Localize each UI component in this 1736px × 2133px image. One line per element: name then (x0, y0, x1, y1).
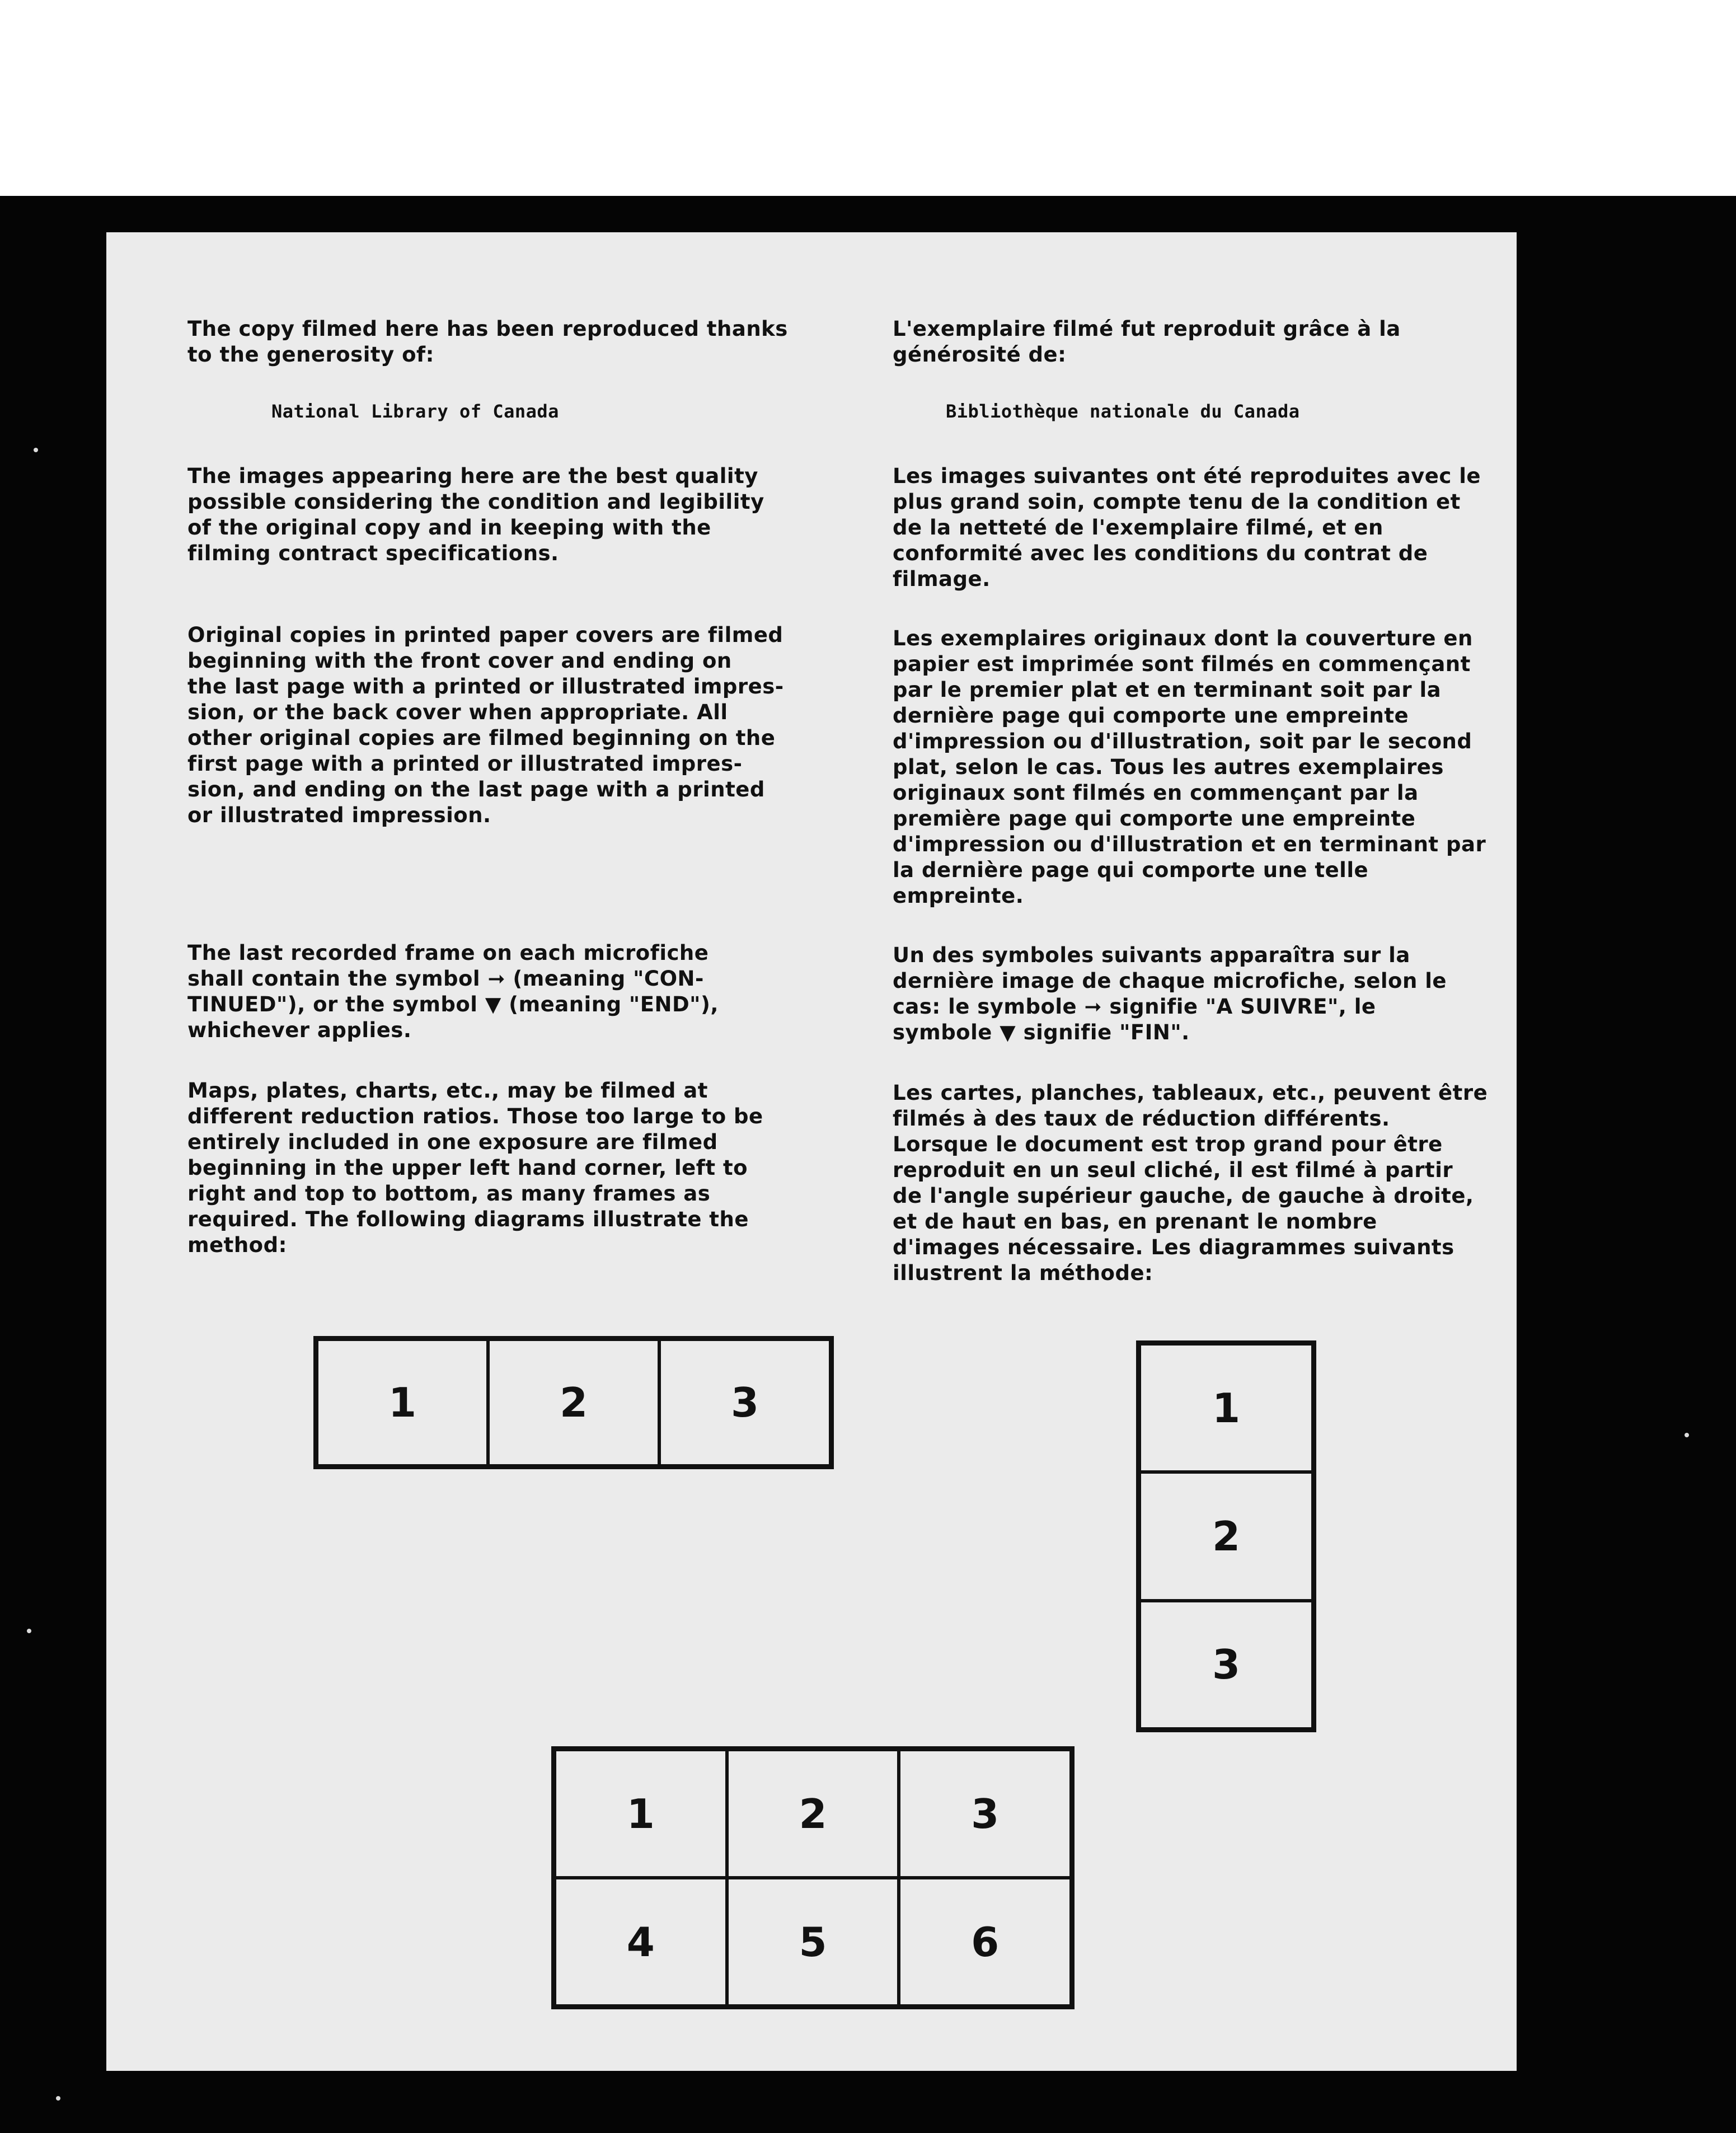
diagram-vertical-cell-2: 2 (1139, 1472, 1313, 1600)
diagram-grid-cell-5: 5 (727, 1878, 899, 2006)
english-quality-paragraph: The images appearing here are the best quality possible considering the condition and legibility of the original copy and in keeping with the filming contract specifications. (187, 464, 764, 565)
french-covers-paragraph: Les exemplaires originaux dont la couverture en papier est imprimée sont filmés en commençant par le premier plat et en terminant soit par la dernière page qui comporte une empreinte d'impression ou d'illustration, soit par le second plat, selon le cas. Tous les autres exemplaires originaux sont filmés en commençant par la première page qui comporte une empreinte d'impression ou d'illustration et en terminant par la dernière page qui comporte une telle empreinte. (893, 626, 1486, 908)
diagram-grid-cell-6: 6 (899, 1878, 1071, 2006)
target-sheet (106, 232, 1517, 2071)
french-maps-paragraph: Les cartes, planches, tableaux, etc., peuvent être filmés à des taux de réduction différents. Lorsque le document est trop grand pour être reproduit en un seul cliché, il est filmé à partir de l'angle supérieur gauche, de gauche à droite, et de haut en bas, en prenant le nombre d'images nécessaire. Les diagrammes suivants illustrent la méthode: (893, 1081, 1488, 1285)
diagram-grid-cell-1: 1 (555, 1750, 727, 1878)
film-speck (34, 448, 38, 452)
french-quality-paragraph: Les images suivantes ont été reproduites avec le plus grand soin, compte tenu de la condition et de la netteté de l'exemplaire filmé, et en conformité avec les conditions du contrat de filmage. (893, 464, 1481, 591)
diagram-horizontal (313, 1336, 834, 1469)
diagram-vertical-cell-1: 1 (1139, 1344, 1313, 1472)
diagram-grid (551, 1746, 1075, 2009)
english-maps-paragraph: Maps, plates, charts, etc., may be filmed at different reduction ratios. Those too large to be entirely included in one exposure are filmed beginning in the upper left hand corner, left to right and top to bottom, as many frames as required. The following diagrams illustrate the method: (187, 1079, 763, 1257)
french-intro: L'exemplaire filmé fut reproduit grâce à la générosité de: (893, 317, 1401, 367)
diagram-horizontal-cell-3: 3 (659, 1339, 831, 1466)
diagram-vertical (1136, 1340, 1316, 1732)
diagram-grid-cell-3: 3 (899, 1750, 1071, 1878)
diagram-horizontal-cell-2: 2 (488, 1339, 659, 1466)
film-speck (1685, 1433, 1689, 1437)
french-library-name: Bibliothèque nationale du Canada (946, 401, 1300, 422)
film-speck (56, 2096, 60, 2101)
english-column (187, 316, 803, 1258)
english-symbol-paragraph: The last recorded frame on each microfiche shall contain the symbol ➞ (meaning "CON- TINUED"), or the symbol ▼ (meaning "END"), whichever applies. (187, 941, 719, 1042)
diagram-horizontal-cell-1: 1 (317, 1339, 488, 1466)
film-speck (27, 1629, 31, 1633)
diagram-grid-cell-2: 2 (727, 1750, 899, 1878)
english-library-name: National Library of Canada (271, 401, 559, 422)
english-covers-paragraph: Original copies in printed paper covers are filmed beginning with the front cover and ending on the last page with a printed or illustrated impres- sion, or the back cover when appropriate. All other original copies are filmed beginning on the first page with a printed or illustrated impres- sion, and ending on the last page with a printed or illustrated impression. (187, 623, 784, 827)
french-symbol-paragraph: Un des symboles suivants apparaîtra sur la dernière image de chaque microfiche, selon le cas: le symbole ➞ signifie "A SUIVRE", le symbole ▼ signifie "FIN". (893, 943, 1447, 1044)
english-intro: The copy filmed here has been reproduced thanks to the generosity of: (187, 317, 788, 367)
diagram-vertical-cell-3: 3 (1139, 1601, 1313, 1729)
french-column (893, 316, 1508, 1286)
diagram-grid-cell-4: 4 (555, 1878, 727, 2006)
